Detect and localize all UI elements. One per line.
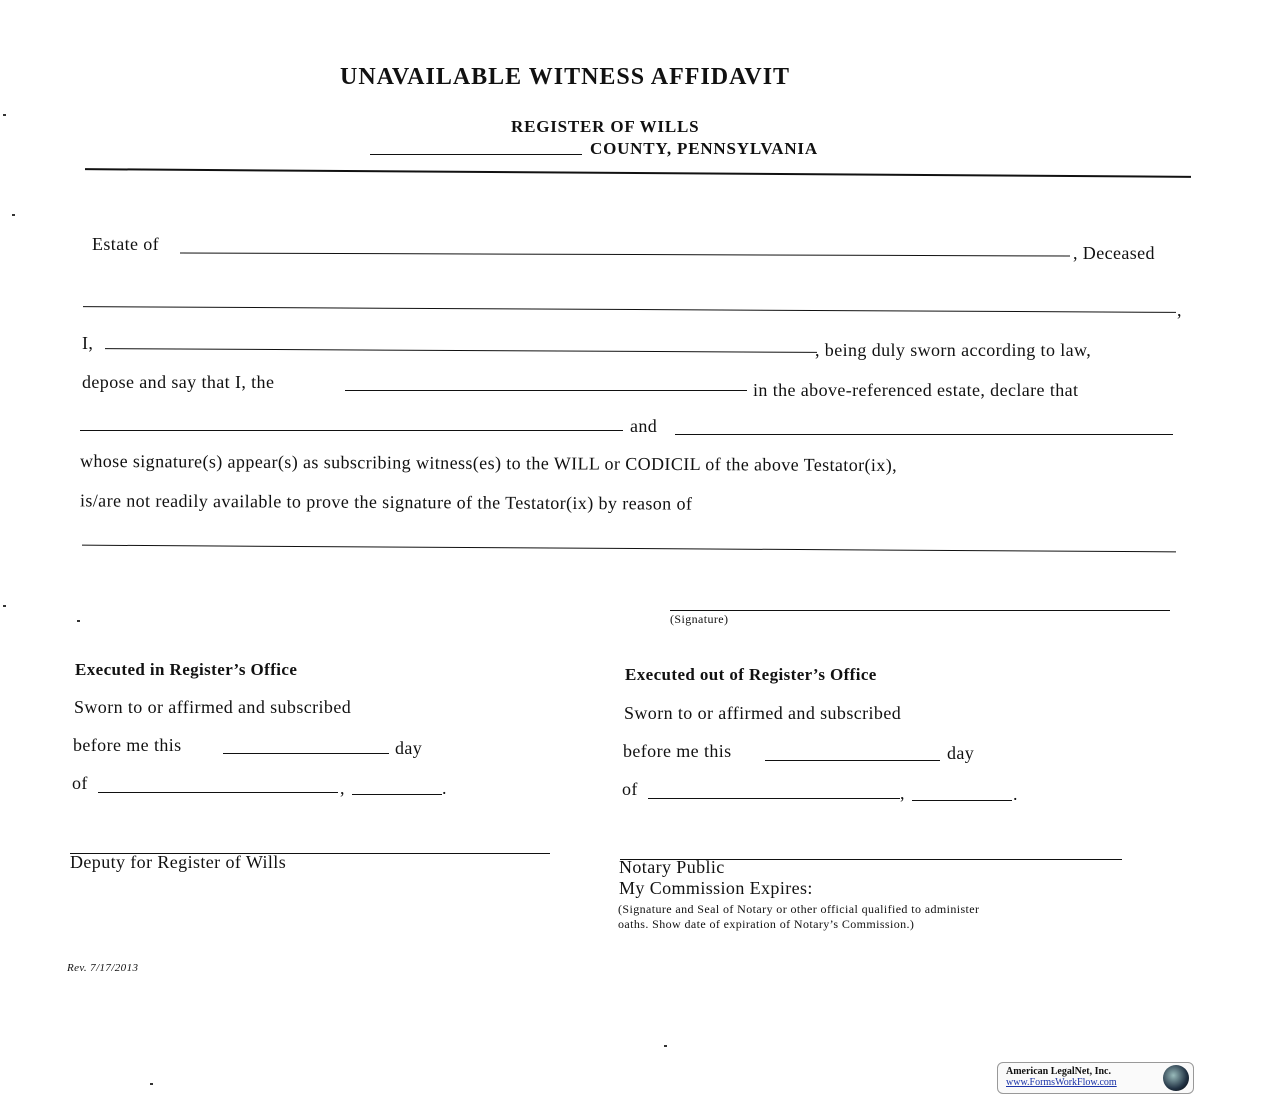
reason-field xyxy=(82,545,1176,553)
scan-speck xyxy=(664,1045,667,1047)
document-title: UNAVAILABLE WITNESS AFFIDAVIT xyxy=(340,64,791,90)
left-period: . xyxy=(442,778,447,798)
affiant-name-field xyxy=(105,348,817,353)
right-heading: Executed out of Register’s Office xyxy=(625,665,877,684)
i-label: I, xyxy=(82,333,94,353)
commission-label: My Commission Expires: xyxy=(619,878,813,898)
scan-speck xyxy=(12,214,15,216)
witness-1-field xyxy=(80,430,623,431)
register-of-wills: REGISTER OF WILLS xyxy=(511,117,700,136)
depose-text: depose and say that I, the xyxy=(82,372,275,392)
right-day: day xyxy=(947,743,975,763)
left-before: before me this xyxy=(73,735,182,755)
right-day-field xyxy=(765,760,940,761)
witness-2-field xyxy=(675,434,1173,435)
and-label: and xyxy=(630,416,658,436)
notary-label: Notary Public xyxy=(619,857,725,877)
sworn-text: , being duly sworn according to law, xyxy=(815,340,1092,360)
role-field xyxy=(345,390,747,391)
right-period: . xyxy=(1013,784,1018,804)
notary-note-1: (Signature and Seal of Notary or other official qualified to administer xyxy=(618,902,980,916)
left-comma: , xyxy=(340,778,345,798)
scan-speck xyxy=(77,620,80,622)
american-legalnet-logo[interactable] xyxy=(997,1062,1194,1094)
logo-name: American LegalNet, Inc. xyxy=(1006,1066,1111,1077)
left-month-field xyxy=(98,792,338,793)
left-heading: Executed in Register’s Office xyxy=(75,660,298,679)
estate-of-label: Estate of xyxy=(92,234,160,254)
right-before: before me this xyxy=(623,741,732,761)
right-year-field xyxy=(912,800,1012,801)
comma: , xyxy=(1177,300,1182,320)
left-sworn: Sworn to or affirmed and subscribed xyxy=(74,697,352,717)
whose-text: whose signature(s) appear(s) as subscribing witness(es) to the WILL or CODICIL of the above Testator(ix), xyxy=(79,450,898,476)
logo-url-link[interactable]: www.FormsWorkFlow.com xyxy=(1006,1077,1117,1088)
deputy-label: Deputy for Register of Wills xyxy=(70,852,287,872)
left-day: day xyxy=(395,738,423,758)
scan-speck xyxy=(3,114,6,116)
left-of: of xyxy=(72,773,88,793)
right-comma: , xyxy=(900,783,905,803)
globe-icon xyxy=(1163,1065,1189,1091)
left-day-field xyxy=(223,753,389,754)
estate-name-field xyxy=(180,252,1070,256)
right-month-field xyxy=(648,798,900,799)
deceased-label: , Deceased xyxy=(1073,243,1155,263)
right-of: of xyxy=(622,779,638,799)
notary-note-2: oaths. Show date of expiration of Notary’s Commission.) xyxy=(618,917,915,931)
header-divider xyxy=(85,168,1191,178)
signature-field xyxy=(670,610,1170,611)
county-label: COUNTY, PENNSYLVANIA xyxy=(590,139,818,158)
revision-date: Rev. 7/17/2013 xyxy=(67,962,139,974)
estate-line-2 xyxy=(83,306,1176,313)
left-year-field xyxy=(352,794,442,795)
right-sworn: Sworn to or affirmed and subscribed xyxy=(624,703,902,723)
scan-speck xyxy=(3,605,6,607)
scan-speck xyxy=(150,1083,153,1085)
signature-label: (Signature) xyxy=(670,612,729,626)
county-field xyxy=(370,154,582,155)
isare-text: is/are not readily available to prove the signature of the Testator(ix) by reason of xyxy=(79,490,693,514)
declare-text: in the above-referenced estate, declare that xyxy=(753,380,1079,400)
